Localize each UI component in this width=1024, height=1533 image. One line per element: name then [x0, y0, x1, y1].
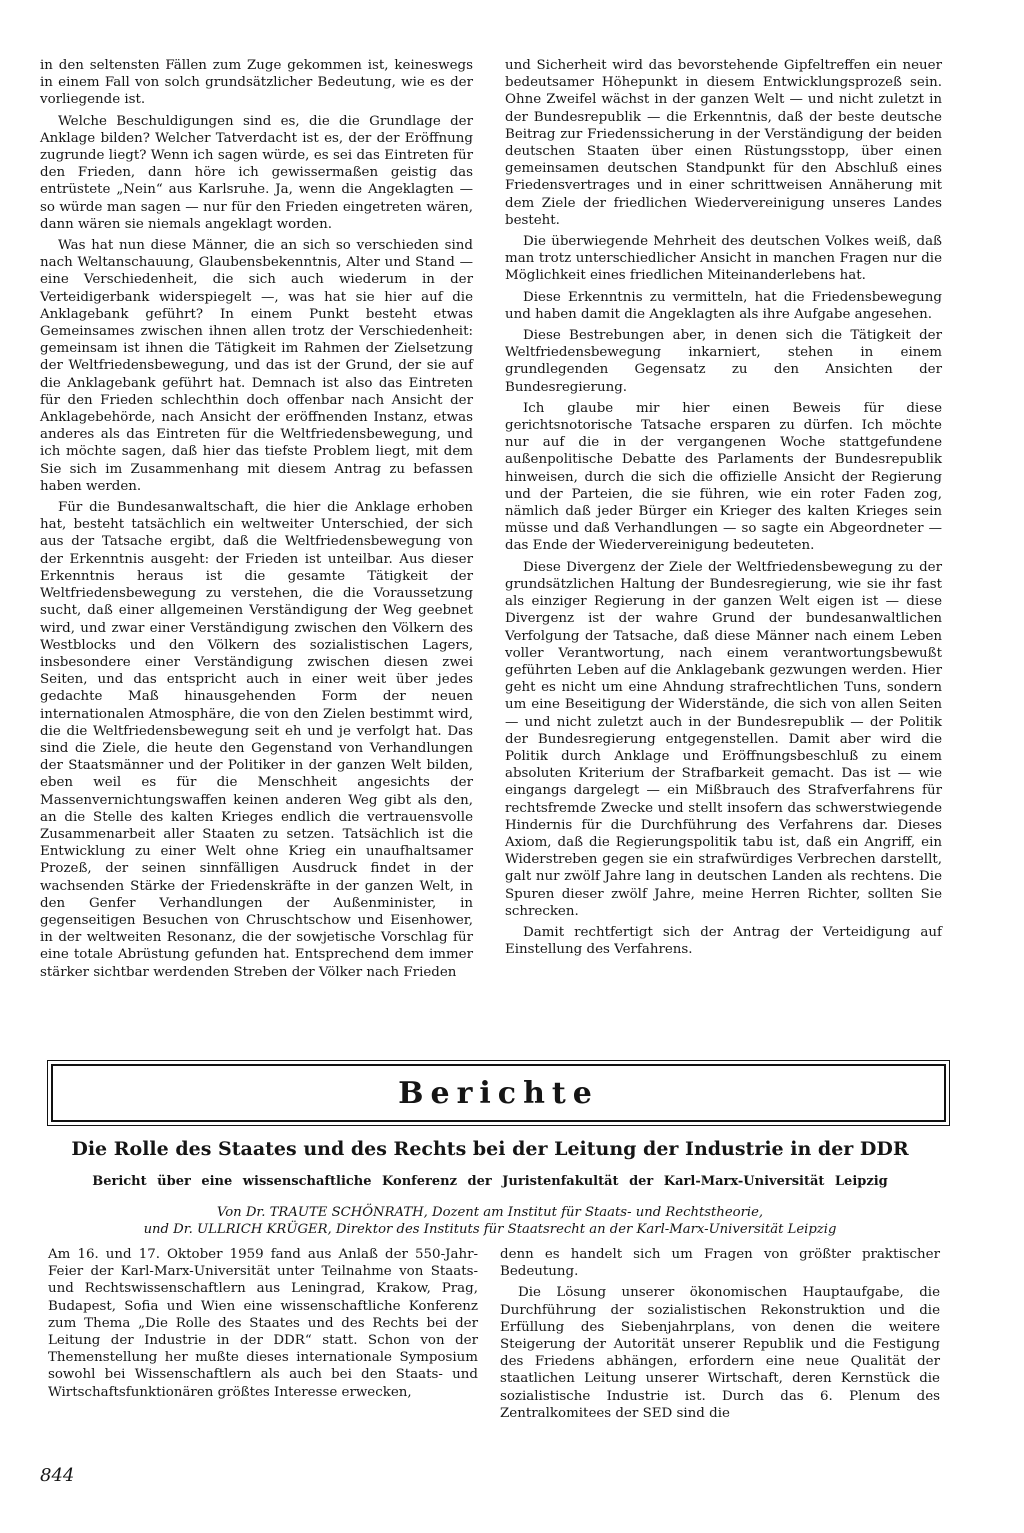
paragraph: Was hat nun diese Männer, die an sich so verschieden sind nach Weltanschauung, Glaubensbekenntnis, Alter und Stand — eine Verschiedenheit, die sich auch wiederum in der Verteidigerbank widerspiegelt —, was hat sie hier auf die Anklagebank geführt? In einem Punkt besteht etwas Gemeinsames zwischen ihnen allen trotz der Verschiedenheit: gemeinsam ist ihnen die Tätigkeit im Rahmen der Zielsetzung der Weltfriedensbewegung, und das ist der Grund, der sie auf die Anklagebank geführt hat. Demnach ist also das Eintreten für den Frieden schlechthin doch offenbar nach Ansicht der Anklagebehörde, nach Ansicht der eröffnenden Instanz, etwas anderes als das Eintreten für die Weltfriedensbewegung, und ich möchte sagen, daß hier das tiefste Problem liegt, mit dem Sie sich im Zusammenhang mit diesem Antrag zu befassen haben werden. — [40, 238, 473, 494]
paragraph: denn es handelt sich um Fragen von größter praktischer Bedeutung. — [500, 1247, 940, 1280]
paragraph: Am 16. und 17. Oktober 1959 fand aus Anlaß der 550-Jahr-Feier der Karl-Marx-Universität unter Teilnahme von Staats- und Rechtswissenschaftlern aus Leningrad, Krakow, Prag, Budapest, Sofia und Wien eine wissenschaftliche Konferenz zum Thema „Die Rolle des Staates und des Rechts bei der Leitung der Industrie in der DDR“ statt. Schon von der Themenstellung her mußte dieses internationale Symposium sowohl bei Wissenschaftlern als auch bei den Staats- und Wirtschaftsfunktionären größtes Interesse erwecken, — [48, 1247, 478, 1400]
page-number: 844 — [40, 1465, 75, 1486]
paragraph: und Sicherheit wird das bevorstehende Gipfeltreffen ein neuer bedeutsamer Höhepunkt in diesem Entwicklungsprozeß sein. Ohne Zweifel wächst in der ganzen Welt — und nicht zuletzt in der Bundesrepublik — die Erkenntnis, daß der beste deutsche Beitrag zur Friedenssicherung in der Verständigung der beiden deutschen Staaten über einen Rüstungsstopp, über einen gemeinsamen deutschen Standpunkt für den Abschluß eines Friedensvertrages und in einer schrittweisen Annäherung mit dem Ziele der friedlichen Wiedervereinigung unseres Landes besteht. — [505, 58, 942, 228]
report-byline — [40, 1204, 940, 1238]
byline-line-1: Von Dr. TRAUTE SCHÖNRATH, Dozent am Institut für Staats- und Rechtstheorie, — [216, 1205, 764, 1220]
paragraph: Diese Erkenntnis zu vermitteln, hat die Friedensbewegung und haben damit die Angeklagten als ihre Aufgabe angesehen. — [505, 289, 942, 322]
article-left-column — [40, 57, 473, 985]
report-subtitle: Bericht über eine wissenschaftliche Konferenz der Juristenfakultät der Karl-Marx-Universität Leipzig — [92, 1174, 888, 1189]
paragraph: Diese Bestrebungen aber, in denen sich die Tätigkeit der Weltfriedensbewegung inkarniert, stehen in einem grundlegenden Gegensatz zu den Ansichten der Bundesregierung. — [505, 328, 942, 395]
report-right-column — [500, 1246, 940, 1426]
report-left-column — [48, 1246, 478, 1405]
paragraph: Welche Beschuldigungen sind es, die die Grundlage der Anklage bilden? Welcher Tatverdacht ist es, der der Eröffnung zugrunde liegt? Wenn ich sagen würde, es sei das Eintreten für den Frieden, dann höre ich gewissermaßen geistig das entrüstete „Nein“ aus Karlsruhe. Ja, wenn die Angeklagten — so würde man sagen — nur für den Frieden eingetreten wären, dann wären sie niemals angeklagt worden. — [40, 113, 473, 232]
article-right-column — [505, 57, 942, 962]
paragraph: Damit rechtfertigt sich der Antrag der Verteidigung auf Einstellung des Verfahrens. — [505, 924, 942, 958]
byline-line-2: und Dr. ULLRICH KRÜGER, Direktor des Instituts für Staatsrecht an der Karl-Marx-Universität Leipzig — [143, 1222, 837, 1237]
paragraph: in den seltensten Fällen zum Zuge gekommen ist, keineswegs in einem Fall von solch grundsätzlicher Bedeutung, wie es der vorliegende ist. — [40, 58, 473, 108]
paragraph: Für die Bundesanwaltschaft, die hier die Anklage erhoben hat, besteht tatsächlich ein weltweiter Unterschied, der sich aus der Tatsache ergibt, daß die Weltfriedensbewegung von der Erkenntnis ausgeht: der Frieden ist unteilbar. Aus dieser Erkenntnis heraus ist die gesamte Tätigkeit der Weltfriedensbewegung zu verstehen, die die Voraussetzung sucht, daß einer allgemeinen Verständigung der Weg geebnet wird, und zwar einer Verständigung zwischen den Völkern des Westblocks und den Völkern des sozialistischen Lagers, insbesondere einer Verständigung zwischen diesen zwei Seiten, und das entspricht auch in einer weit über jedes gedachte Maß hinausgehenden Form der neuen internationalen Atmosphäre, die von den Zielen bestimmt wird, die die Weltfriedensbewegung seit eh und je verfolgt hat. Das sind die Ziele, die heute den Gegenstand von Verhandlungen der Staatsmänner und der Politiker in der ganzen Welt bilden, eben weil es für die Menschheit angesichts der Massenvernichtungswaffen keinen anderen Weg gibt als den, an die Stelle des kalten Krieges endlich die vertrauensvolle Zusammenarbeit aller Staaten zu setzen. Tatsächlich ist die Entwicklung zu einer Welt ohne Krieg ein unaufhaltsamer Prozeß, der seinen sinnfälligen Ausdruck findet in der wachsenden Stärke der Friedenskräfte in der ganzen Welt, in den Genfer Verhandlungen der Außenminister, in gegenseitigen Besuchen von Chruschtschow und Eisenhower, in der weltweiten Resonanz, die der sowjetische Vorschlag für eine totale Abrüstung gefunden hat. Entsprechend dem immer stärker sichtbar werdenden Streben der Völker nach Frieden — [40, 500, 473, 980]
paragraph: Ich glaube mir hier einen Beweis für diese gerichtsnotorische Tatsache ersparen zu dürfen. Ich möchte nur auf die in der vergangenen Woche stattgefundene außenpolitische Debatte des Parlaments der Bundesrepublik hinweisen, durch die sich die offizielle Ansicht der Regierung und der Parteien, die sie führen, wie ein roter Faden zog, nämlich daß jeder Bürger ein Krieger des kalten Krieges sein müsse und daß Verhandlungen — so sagte ein Abgeordneter — das Ende der Wiedervereinigung bedeuteten. — [505, 400, 942, 554]
paragraph: Diese Divergenz der Ziele der Weltfriedensbewegung zu der grundsätzlichen Haltung der Bundesregierung, wie sie ihr fast als einziger Regierung in der ganzen Welt eigen ist — diese Divergenz ist der wahre Grund der bundesanwaltlichen Verfolgung der Tatsache, daß diese Männer nach einem Leben voller Verantwortung, nach einem verantwortungsbewußt geführten Leben auf die Anklagebank gezwungen werden. Hier geht es nicht um eine Ahndung strafrechtlichen Tuns, sondern um eine Beseitigung der Widerstände, die sich von allen Seiten — und nicht zuletzt auch in der Bundesrepublik — der Politik der Bundesregierung entgegenstellen. Damit aber wird die Politik durch Anklage und Eröffnungsbeschluß zu einem absoluten Kriterium der Strafbarkeit gemacht. Das ist — wie eingangs dargelegt — ein Mißbrauch des Strafverfahrens für rechtsfremde Zwecke und stellt insofern das schwerstwiegende Hindernis für die Durchführung des Verfahrens dar. Dieses Axiom, daß die Regierungspolitik tabu ist, daß ein Angriff, ein Widerstreben gegen sie ein strafwürdiges Verbrechen darstellt, galt nur zwölf Jahre lang in deutschen Landen als rechtens. Die Spuren dieser zwölf Jahre, meine Herren Richter, sollten Sie schrecken. — [505, 559, 942, 919]
section-heading: Berichte — [398, 1075, 599, 1111]
report-title: Die Rolle des Staates und des Rechts bei der Leitung der Industrie in der DDR — [71, 1138, 909, 1160]
paragraph: Die Lösung unserer ökonomischen Hauptaufgabe, die Durchführung der sozialistischen Rekonstruktion und die Erfüllung des Siebenjahrplans, von denen die weitere Steigerung der Autorität unserer Republik und die Festigung des Friedens abhängen, erfordern eine neue Qualität der staatlichen Leitung unserer Wirtschaft, deren Kernstück die sozialistische Industrie ist. Durch das 6. Plenum des Zentralkomitees der SED sind die — [500, 1285, 940, 1421]
paragraph: Die überwiegende Mehrheit des deutschen Volkes weiß, daß man trotz unterschiedlicher Ansicht in manchen Fragen nur die Möglichkeit eines friedlichen Miteinanderlebens hat. — [505, 234, 942, 284]
section-heading-box — [51, 1064, 946, 1122]
